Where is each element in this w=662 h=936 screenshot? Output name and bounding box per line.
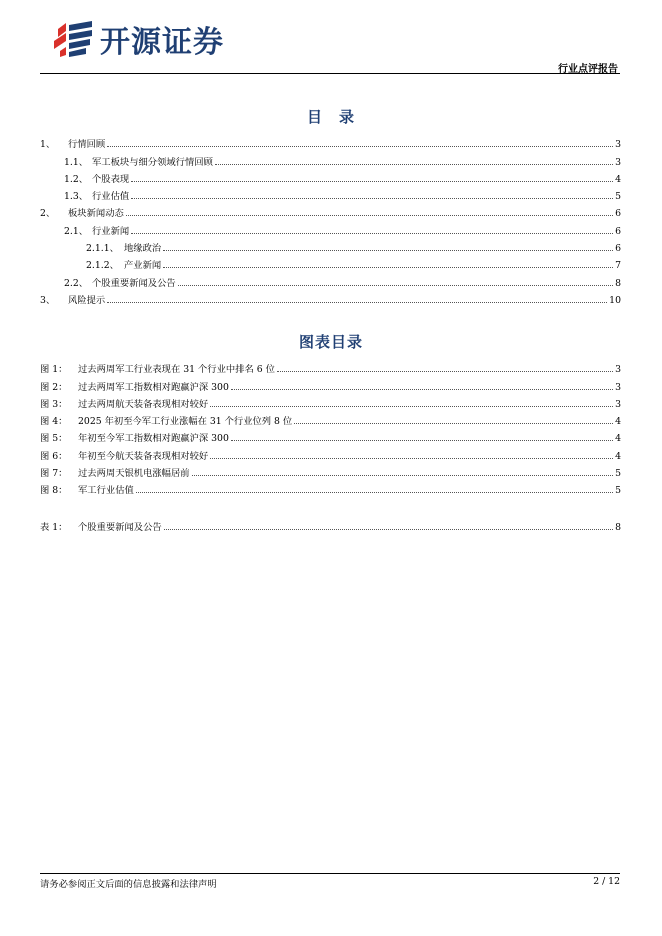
toc-entry[interactable]: 1.1、 军工板块与细分领域行情回顾 3 xyxy=(64,156,621,168)
footer-divider xyxy=(40,873,620,874)
figure-entry[interactable]: 图 8： 军工行业估值 5 xyxy=(40,485,621,497)
toc-entry[interactable]: 2.1.2、 产业新闻 7 xyxy=(86,260,621,272)
toc-entry[interactable]: 1.3、 行业估值 5 xyxy=(64,191,621,203)
toc-entry[interactable]: 1、 行情回顾 3 xyxy=(40,139,621,151)
header-divider xyxy=(40,73,620,74)
figures-title: 图表目录 xyxy=(298,333,363,351)
figure-entry[interactable]: 图 3： 过去两周航天装备表现相对较好 3 xyxy=(40,398,621,410)
figure-entry[interactable]: 图 4： 2025 年初至今军工行业涨幅在 31 个行业位列 8 位 4 xyxy=(40,416,621,428)
page-number: 2 / 12 xyxy=(593,876,620,887)
toc-entry[interactable]: 2.2、 个股重要新闻及公告 8 xyxy=(64,277,621,289)
figure-entry[interactable]: 图 5： 年初至今军工指数相对跑赢沪深 300 4 xyxy=(40,433,621,445)
table-list xyxy=(40,516,621,533)
toc-entry[interactable]: 2.1.1、 地缘政治 6 xyxy=(86,243,621,255)
toc-list xyxy=(40,133,621,306)
table-entry[interactable]: 表 1： 个股重要新闻及公告 8 xyxy=(40,522,621,534)
toc-entry[interactable]: 3、 风险提示 10 xyxy=(40,294,621,306)
figure-entry[interactable]: 图 7： 过去两周天银机电涨幅居前 5 xyxy=(40,468,621,480)
logo-mark-icon xyxy=(52,19,94,59)
figure-entry[interactable]: 图 1： 过去两周军工行业表现在 31 个行业中排名 6 位 3 xyxy=(40,364,621,376)
footer-disclaimer: 请务必参阅正文后面的信息披露和法律声明 xyxy=(40,879,217,890)
figure-entry[interactable]: 图 6： 年初至今航天装备表现相对较好 4 xyxy=(40,450,621,462)
toc-entry[interactable]: 2、 板块新闻动态 6 xyxy=(40,208,621,220)
toc-entry[interactable]: 1.2、 个股表现 4 xyxy=(64,173,621,185)
company-name: 开源证券 xyxy=(100,25,224,60)
report-type-label: 行业点评报告 xyxy=(558,64,618,75)
figure-list xyxy=(40,358,621,496)
toc-title: 目 录 xyxy=(306,108,355,126)
company-logo xyxy=(52,18,224,60)
figure-entry[interactable]: 图 2： 过去两周军工指数相对跑赢沪深 300 3 xyxy=(40,381,621,393)
toc-entry[interactable]: 2.1、 行业新闻 6 xyxy=(64,225,621,237)
